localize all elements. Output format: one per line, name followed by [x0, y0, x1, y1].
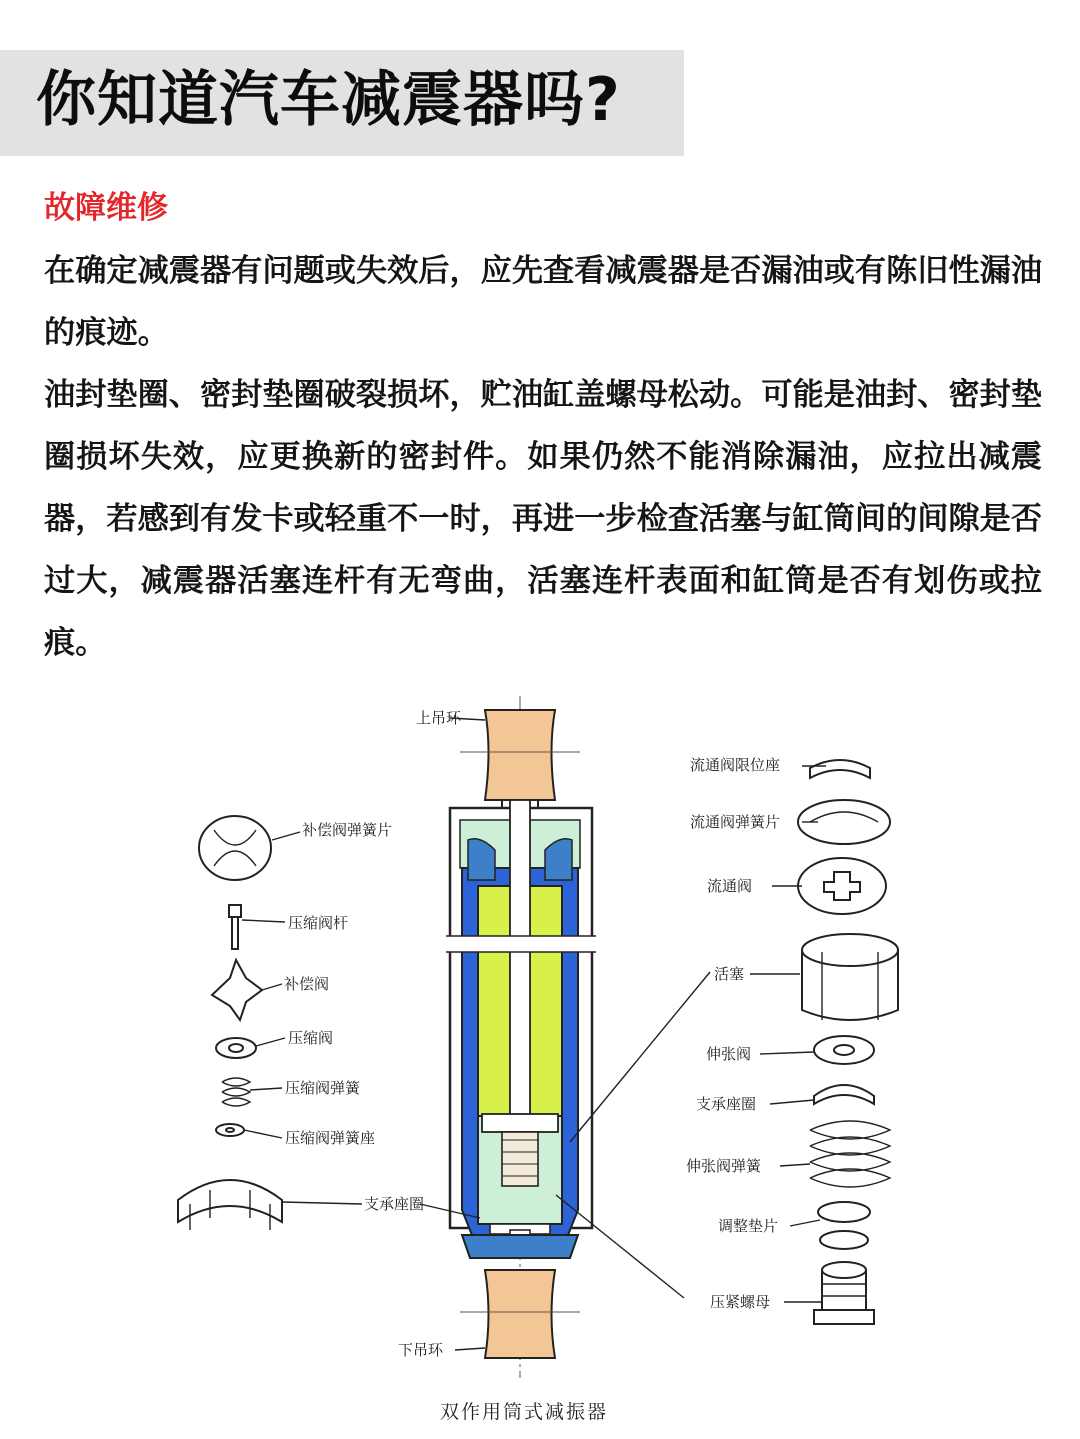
piston: [482, 1114, 558, 1132]
label-support-ring-left: 支承座圈: [364, 1195, 425, 1213]
label-compression-nut: 压紧螺母: [710, 1293, 771, 1311]
upper-mount: [485, 710, 555, 800]
label-flow-valve: 流通阀: [707, 877, 753, 895]
label-compensation-valve: 补偿阀: [284, 975, 330, 993]
label-compression-valve-spring-seat: 压缩阀弹簧座: [285, 1129, 376, 1147]
label-compensation-valve-spring-plate: 补偿阀弹簧片: [302, 821, 393, 839]
label-flow-valve-stop-seat: 流通阀限位座: [690, 756, 781, 774]
label-extension-valve: 伸张阀: [706, 1045, 752, 1063]
right-parts: [798, 760, 898, 1324]
compensation-valve: [212, 960, 262, 1020]
label-compression-valve-spring: 压缩阀弹簧: [285, 1079, 361, 1097]
section-heading: 故障维修: [44, 190, 168, 226]
left-parts: [178, 816, 282, 1230]
support-ring-right: [814, 1085, 874, 1104]
diagram-caption: 双作用筒式减振器: [440, 1401, 609, 1423]
compensation-valve-spring-plate: [199, 816, 271, 880]
piston-rod: [510, 800, 530, 1118]
paragraph-1: 在确定减震器有问题或失效后，应先查看减震器是否漏油或有陈旧性漏油的痕迹。: [44, 253, 1043, 351]
support-ring-left: [178, 1180, 282, 1222]
label-piston: 活塞: [714, 965, 745, 983]
lower-mount: [485, 1270, 555, 1358]
label-adjusting-shim: 调整垫片: [718, 1217, 779, 1235]
label-extension-valve-spring: 伸张阀弹簧: [686, 1157, 762, 1175]
label-upper-ring: 上吊环: [416, 709, 462, 727]
flow-valve-stop-seat: [810, 760, 870, 778]
label-compression-valve-stem: 压缩阀杆: [288, 914, 349, 932]
adjusting-shim: [818, 1202, 870, 1222]
page-title: 你知道汽车减震器吗?: [36, 65, 621, 135]
paragraph-2: 油封垫圈、密封垫圈破裂损坏，贮油缸盖螺母松动。可能是油封、密封垫圈损坏失效，应更换新的密封件。如果仍然不能消除漏油，应拉出减震器，若感到有发卡或轻重不一时，再进一步检查活塞与缸筒间的间隙是否过大，减震器活塞连杆有无弯曲，活塞连杆表面和缸筒是否有划伤或拉痕。: [44, 377, 1043, 661]
label-lower-ring: 下吊环: [398, 1341, 444, 1359]
extension-valve-spring: [810, 1121, 890, 1187]
label-flow-valve-spring-plate: 流通阀弹簧片: [690, 813, 781, 831]
label-compression-valve: 压缩阀: [288, 1029, 334, 1047]
label-support-ring-right: 支承座圈: [696, 1095, 757, 1113]
shock-absorber-cutaway: [446, 696, 596, 1378]
shock-absorber-diagram: [150, 690, 930, 1435]
